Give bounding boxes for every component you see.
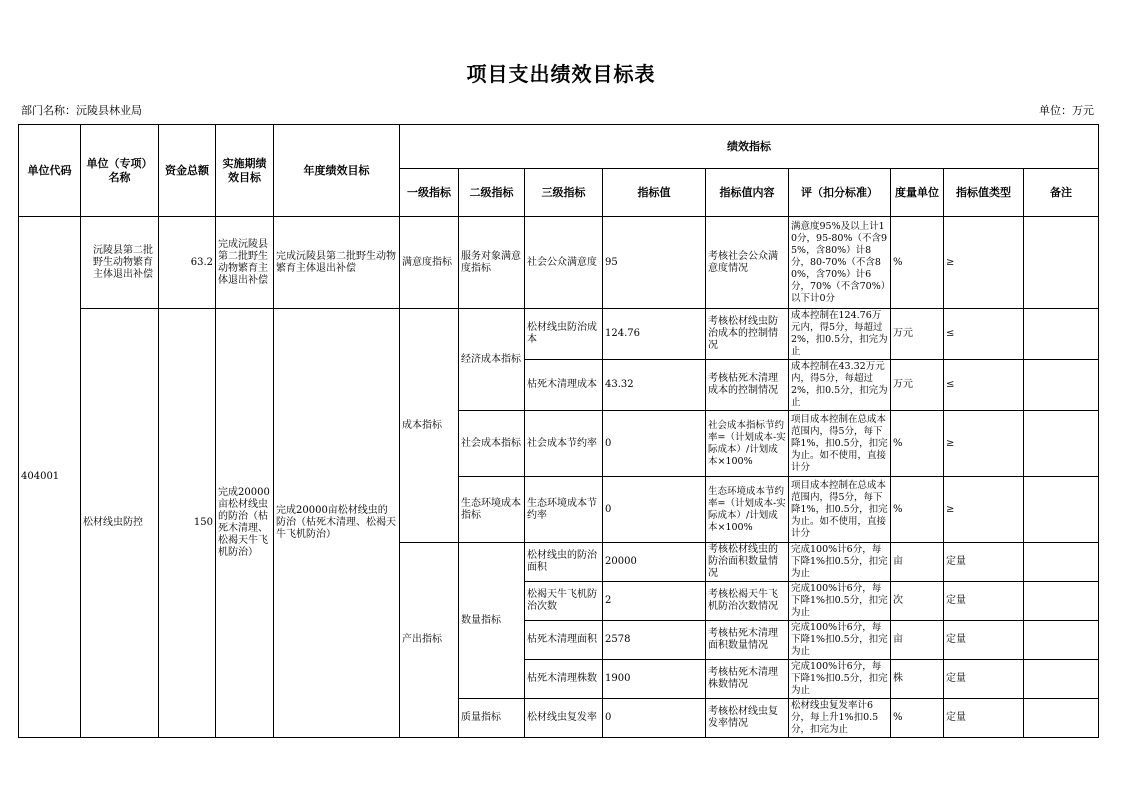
level1-cell: 成本指标 — [400, 309, 459, 543]
project-name-cell: 沅陵县第二批野生动物繁育主体退出补偿 — [81, 217, 159, 309]
value-type-cell: ≥ — [944, 217, 1024, 309]
value-type-cell: ≥ — [944, 477, 1024, 543]
period-target-cell: 完成20000亩松材线虫的防治（枯死木清理、松褐天牛飞机防治） — [216, 309, 274, 738]
level1-cell: 满意度指标 — [400, 217, 459, 309]
measure-unit-cell: 株 — [891, 660, 944, 699]
header-row-1 — [19, 125, 1099, 169]
measure-unit-cell: % — [891, 477, 944, 543]
header-level1: 一级指标 — [400, 169, 459, 217]
remark-cell — [1024, 477, 1099, 543]
annual-target-cell: 完成20000亩松材线虫的防治（枯死木清理、松褐天牛飞机防治） — [274, 309, 400, 738]
level3-cell: 松材线虫的防治面积 — [525, 543, 603, 582]
measure-unit-cell: 万元 — [891, 360, 944, 411]
value-content-cell: 考核枯死木清理成本的控制情况 — [706, 360, 789, 411]
value-cell: 20000 — [603, 543, 706, 582]
header-scoring: 评（扣分标准） — [789, 169, 891, 217]
value-content-cell: 考核松材线虫的防治面积数量情况 — [706, 543, 789, 582]
header-unit-code: 单位代码 — [19, 125, 81, 217]
value-type-cell: ≤ — [944, 360, 1024, 411]
remark-cell — [1024, 309, 1099, 360]
measure-unit-cell: % — [891, 411, 944, 477]
value-content-cell: 生态环境成本节约率=（计划成本-实际成本）/计划成本×100% — [706, 477, 789, 543]
level2-cell: 经济成本指标 — [459, 309, 525, 411]
value-cell: 0 — [603, 477, 706, 543]
remark-cell — [1024, 582, 1099, 621]
value-content-cell: 考核社会公众满意度情况 — [706, 217, 789, 309]
level3-cell: 生态环境成本节约率 — [525, 477, 603, 543]
header-unit-name: 单位（专项）名称 — [81, 125, 159, 217]
value-content-cell: 考核枯死木清理株数情况 — [706, 660, 789, 699]
level2-cell: 服务对象满意度指标 — [459, 217, 525, 309]
header-level3: 三级指标 — [525, 169, 603, 217]
value-cell: 0 — [603, 699, 706, 738]
scoring-cell: 满意度95%及以上计10分，95-80%（不含95%，含80%）计8分，80-70%（不含80%，含70%）计6分，70%（不含70%）以下计0分 — [789, 217, 891, 309]
value-content-cell: 考核松材线虫防治成本的控制情况 — [706, 309, 789, 360]
value-type-cell: 定量 — [944, 660, 1024, 699]
table-row — [19, 217, 1099, 309]
header-period-target: 实施期绩效目标 — [216, 125, 274, 217]
value-cell: 0 — [603, 411, 706, 477]
measure-unit-cell: 万元 — [891, 309, 944, 360]
remark-cell — [1024, 360, 1099, 411]
currency-unit: 单位：万元 — [1039, 104, 1094, 117]
scoring-cell: 成本控制在43.32万元内，得5分，每超过2%，扣0.5分，扣完为止 — [789, 360, 891, 411]
header-performance-indicators: 绩效指标 — [400, 125, 1099, 169]
scoring-cell: 项目成本控制在总成本范围内，得5分，每下降1%，扣0.5分，扣完为止。如不使用，直接计分 — [789, 411, 891, 477]
remark-cell — [1024, 660, 1099, 699]
scoring-cell: 完成100%计6分，每下降1%扣0.5分，扣完为止 — [789, 621, 891, 660]
value-type-cell: ≥ — [944, 411, 1024, 477]
value-content-cell: 社会成本指标节约率=（计划成本-实际成本）/计划成本×100% — [706, 411, 789, 477]
level3-cell: 枯死木清理面积 — [525, 621, 603, 660]
level2-cell: 质量指标 — [459, 699, 525, 738]
measure-unit-cell: % — [891, 217, 944, 309]
header-value: 指标值 — [603, 169, 706, 217]
level3-cell: 社会公众满意度 — [525, 217, 603, 309]
funds-cell: 63.2 — [159, 217, 216, 309]
value-cell: 1900 — [603, 660, 706, 699]
scoring-cell: 项目成本控制在总成本范围内，得5分，每下降1%，扣0.5分，扣完为止。如不使用，直接计分 — [789, 477, 891, 543]
value-type-cell: ≤ — [944, 309, 1024, 360]
remark-cell — [1024, 411, 1099, 477]
level3-cell: 松材线虫防治成本 — [525, 309, 603, 360]
value-cell: 95 — [603, 217, 706, 309]
header-remark: 备注 — [1024, 169, 1099, 217]
value-type-cell: 定量 — [944, 621, 1024, 660]
remark-cell — [1024, 699, 1099, 738]
value-type-cell: 定量 — [944, 543, 1024, 582]
level2-cell: 社会成本指标 — [459, 411, 525, 477]
value-type-cell: 定量 — [944, 699, 1024, 738]
remark-cell — [1024, 621, 1099, 660]
level3-cell: 社会成本节约率 — [525, 411, 603, 477]
measure-unit-cell: % — [891, 699, 944, 738]
value-content-cell: 考核松褐天牛飞机防治次数情况 — [706, 582, 789, 621]
header-annual-target: 年度绩效目标 — [274, 125, 400, 217]
scoring-cell: 松材线虫复发率计6分，每上升1%扣0.5分，扣完为止 — [789, 699, 891, 738]
header-level2: 二级指标 — [459, 169, 525, 217]
value-cell: 2578 — [603, 621, 706, 660]
measure-unit-cell: 亩 — [891, 621, 944, 660]
header-value-content: 指标值内容 — [706, 169, 789, 217]
scoring-cell: 完成100%计6分，每下降1%扣0.5分，扣完为止 — [789, 543, 891, 582]
annual-target-cell: 完成沅陵县第二批野生动物繁育主体退出补偿 — [274, 217, 400, 309]
page-title: 项目支出绩效目标表 — [466, 62, 656, 86]
measure-unit-cell: 次 — [891, 582, 944, 621]
value-content-cell: 考核松材线虫复发率情况 — [706, 699, 789, 738]
measure-unit-cell: 亩 — [891, 543, 944, 582]
value-cell: 2 — [603, 582, 706, 621]
value-cell: 124.76 — [603, 309, 706, 360]
department-name: 部门名称：沅陵县林业局 — [21, 104, 142, 117]
level3-cell: 松褐天牛飞机防治次数 — [525, 582, 603, 621]
remark-cell — [1024, 543, 1099, 582]
period-target-cell: 完成沅陵县第二批野生动物繁育主体退出补偿 — [216, 217, 274, 309]
level2-cell: 生态环境成本指标 — [459, 477, 525, 543]
header-measure-unit: 度量单位 — [891, 169, 944, 217]
project-name-cell: 松材线虫防控 — [81, 309, 159, 738]
scoring-cell: 完成100%计6分，每下降1%扣0.5分，扣完为止 — [789, 660, 891, 699]
performance-target-table — [18, 124, 1099, 738]
value-cell: 43.32 — [603, 360, 706, 411]
scoring-cell: 成本控制在124.76万元内，得5分，每超过2%，扣0.5分，扣完为止 — [789, 309, 891, 360]
funds-cell: 150 — [159, 309, 216, 738]
value-content-cell: 考核枯死木清理面积数量情况 — [706, 621, 789, 660]
level2-cell: 数量指标 — [459, 543, 525, 699]
scoring-cell: 完成100%计6分，每下降1%扣0.5分，扣完为止 — [789, 582, 891, 621]
header-total-funds: 资金总额 — [159, 125, 216, 217]
unit-code-cell: 404001 — [19, 217, 81, 738]
table-row — [19, 309, 1099, 360]
header-value-type: 指标值类型 — [944, 169, 1024, 217]
level3-cell: 枯死木清理成本 — [525, 360, 603, 411]
remark-cell — [1024, 217, 1099, 309]
level1-cell: 产出指标 — [400, 543, 459, 738]
value-type-cell: 定量 — [944, 582, 1024, 621]
level3-cell: 枯死木清理株数 — [525, 660, 603, 699]
level3-cell: 松材线虫复发率 — [525, 699, 603, 738]
